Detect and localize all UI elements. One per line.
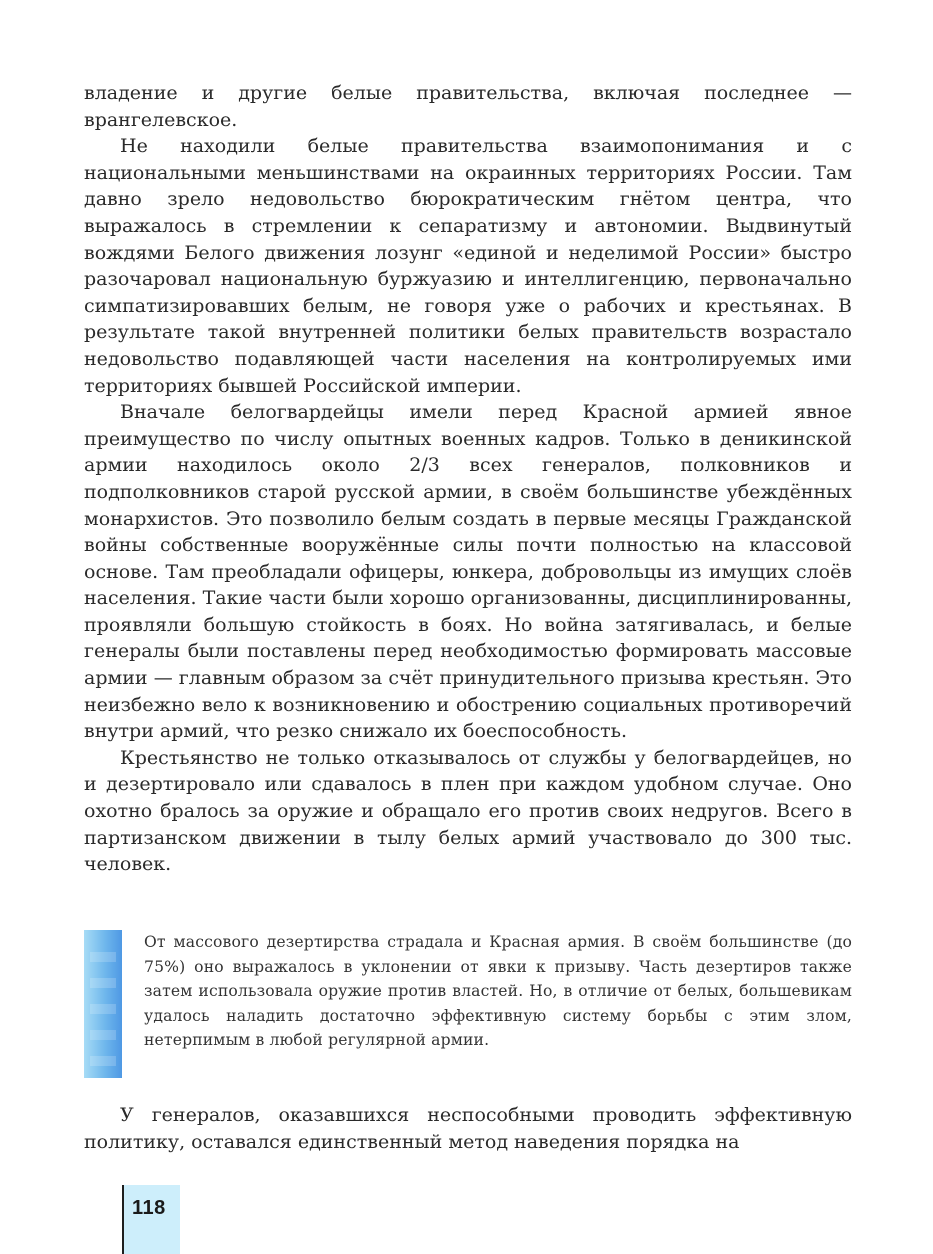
- body-text: [84, 80, 852, 878]
- note-text: От массового дезертирства страдала и Красная армия. В своём большинстве (до 75%) оно выражалось в уклонении от явки к призыву. Часть дезертиров также затем использовала оружие против властей. Но, в отличие от белых, большевикам удалось наладить достаточно эффективную систему борьбы с этим злом, нетерпимым в любой регулярной армии.: [144, 933, 852, 1050]
- paragraph-national-minorities: Не находили белые правительства взаимопонимания и с национальными меньшинствами на окраинных территориях России. Там давно зрело недовольство бюрократическим гнётом центра, что выражалось в стремлении к сепаратизму и автономии. Выдвинутый вождями Белого движения лозунг «единой и неделимой России» быстро разочаровал национальную буржуазию и интеллигенцию, первоначально симпатизировавших белым, не говоря уже о рабочих и крестьянах. В результате такой внутренней политики белых правительств возрастало недовольство подавляющей части населения на контролируемых ими территориях бывшей Российской империи.: [84, 135, 852, 397]
- paragraph-generals: У генералов, оказавшихся неспособными проводить эффективную политику, оставался единственный метод наведения порядка на: [84, 1104, 852, 1153]
- paragraph-peasantry: Крестьянство не только отказывалось от службы у белогвардейцев, но и дезертировало или сдавалось в плен при каждом удобном случае. Оно охотно бралось за оружие и обращало его против своих недругов. Всего в партизанском движении в тылу белых армий участвовало до 300 тыс. человек.: [84, 746, 852, 876]
- paragraph-continuation: владение и другие белые правительства, включая последнее — врангелевское.: [84, 82, 852, 131]
- sidebar-note: [84, 930, 852, 1078]
- page-number-tab: [122, 1185, 180, 1254]
- paragraph-military-cadres: Вначале белогвардейцы имели перед Красной армией явное преимущество по числу опытных военных кадров. Только в деникинской армии находилось около 2/3 всех генералов, полковников и подполковников старой русской армии, в своём большинстве убеждённых монархистов. Это позволило белым создать в первые месяцы Гражданской войны собственные вооружённые силы почти полностью на классовой основе. Там преобладали офицеры, юнкера, добровольцы из имущих слоёв населения. Такие части были хорошо организованны, дисциплинированны, проявляли большую стойкость в боях. Но война затягивалась, и белые генералы были поставлены перед необходимостью формировать массовые армии — главным образом за счёт принудительного призыва крестьян. Это неизбежно вело к возникновению и обострению социальных противоречий внутри армий, что резко снижало их боеспособность.: [84, 401, 852, 743]
- note-accent-bar: [84, 930, 122, 1078]
- page-number: 118: [132, 1197, 166, 1219]
